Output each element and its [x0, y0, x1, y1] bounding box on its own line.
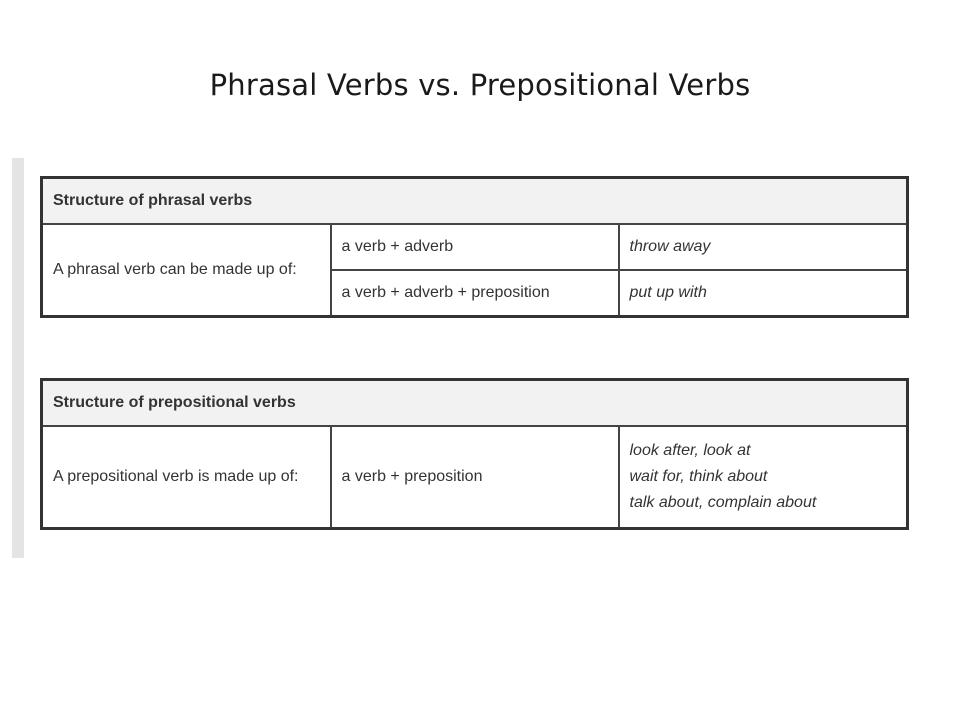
slide-title: Phrasal Verbs vs. Prepositional Verbs	[209, 68, 751, 102]
phrasal-definition-cell: A phrasal verb can be made up of:	[42, 224, 331, 317]
phrasal-table-header: Structure of phrasal verbs	[42, 178, 908, 225]
prepositional-examples-cell	[619, 426, 908, 529]
phrasal-example-cell: put up with	[619, 270, 908, 317]
prepositional-verbs-table	[40, 378, 909, 530]
prepositional-table-header: Structure of prepositional verbs	[42, 380, 908, 427]
phrasal-structure-cell: a verb + adverb + preposition	[331, 270, 619, 317]
phrasal-verbs-table	[40, 176, 909, 318]
prepositional-structure-cell: a verb + preposition	[331, 426, 619, 529]
prepositional-definition-cell: A prepositional verb is made up of:	[42, 426, 331, 529]
embedded-table-screenshot	[12, 158, 912, 558]
example-line: look after, look at	[629, 442, 751, 459]
example-line: talk about, complain about	[629, 494, 817, 511]
example-line: wait for, think about	[629, 468, 768, 485]
left-scroll-edge	[12, 158, 24, 558]
phrasal-example-cell: throw away	[619, 224, 908, 270]
phrasal-structure-cell: a verb + adverb	[331, 224, 619, 270]
